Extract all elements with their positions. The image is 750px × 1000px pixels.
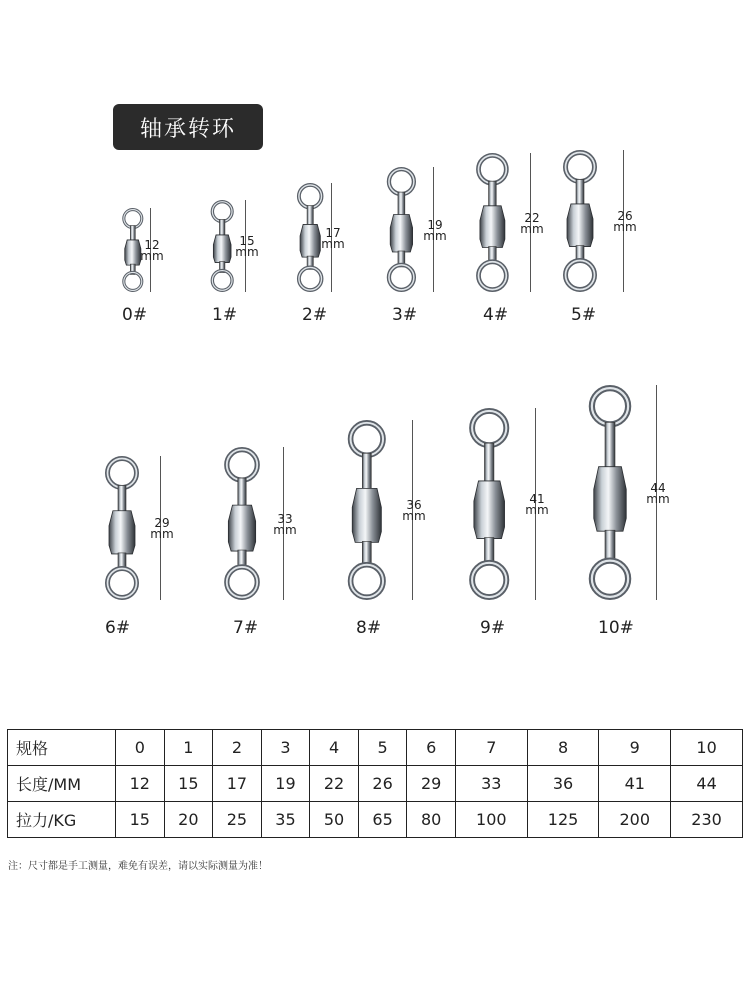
table-cell: 26 xyxy=(358,766,407,802)
table-cell: 3 xyxy=(261,730,310,766)
length-unit: mm xyxy=(520,221,544,236)
table-cell: 230 xyxy=(671,802,743,838)
length-unit: mm xyxy=(613,220,637,234)
size-label: 5# xyxy=(571,305,597,325)
length-value: 41 xyxy=(529,492,545,506)
disclaimer-note: 注：尺寸都是手工测量，难免有误差，请以实际测量为准！ xyxy=(8,861,268,872)
size-label: 2# xyxy=(302,305,328,325)
length-unit: mm xyxy=(525,503,549,517)
length-unit: mm xyxy=(402,509,426,523)
top-pin xyxy=(398,192,405,216)
table-cell: 35 xyxy=(261,802,310,838)
swivel-barrel xyxy=(390,215,412,253)
size-label: 0# xyxy=(122,305,148,325)
top-pin xyxy=(576,180,584,206)
top-pin xyxy=(484,443,493,483)
table-row xyxy=(8,802,743,838)
table-cell: 15 xyxy=(164,766,213,802)
dimension-label xyxy=(137,240,167,262)
spec-table xyxy=(7,729,743,838)
dimension-label xyxy=(318,225,348,251)
table-cell: 50 xyxy=(310,802,359,838)
length-unit: mm xyxy=(646,491,670,506)
table-cell: 17 xyxy=(213,766,262,802)
length-unit: mm xyxy=(140,249,164,263)
dimension-label xyxy=(643,480,673,506)
length-unit: mm xyxy=(423,228,447,243)
table-cell: 7 xyxy=(455,730,527,766)
length-unit: mm xyxy=(273,522,297,537)
table-cell: 5 xyxy=(358,730,407,766)
size-label: 8# xyxy=(356,618,382,638)
top-pin xyxy=(488,181,496,208)
length-value: 36 xyxy=(406,498,422,512)
length-unit: mm xyxy=(321,236,345,251)
table-cell: 20 xyxy=(164,802,213,838)
length-unit: mm xyxy=(150,527,174,541)
size-label: 9# xyxy=(480,618,506,638)
table-cell: 29 xyxy=(407,766,456,802)
size-label: 1# xyxy=(212,305,238,325)
swivel-5 xyxy=(540,150,620,292)
swivel-barrel xyxy=(567,204,593,247)
dimension-label xyxy=(522,494,552,516)
row-header: 规格 xyxy=(8,730,116,766)
top-pin xyxy=(363,453,372,490)
length-value: 22 xyxy=(524,210,540,225)
size-label: 4# xyxy=(483,305,509,325)
table-cell: 19 xyxy=(261,766,310,802)
top-pin xyxy=(131,226,136,242)
length-value: 15 xyxy=(239,234,255,248)
page-title: 轴承转环 xyxy=(139,116,236,142)
table-cell: 4 xyxy=(310,730,359,766)
length-value: 26 xyxy=(617,209,633,223)
table-cell: 1 xyxy=(164,730,213,766)
table-cell: 10 xyxy=(671,730,743,766)
dimension-label xyxy=(399,500,429,522)
swivel-barrel xyxy=(480,206,505,248)
top-pin xyxy=(605,422,615,468)
swivel-barrel xyxy=(352,488,381,542)
dimension-label xyxy=(610,211,640,233)
top-pin xyxy=(118,486,126,513)
title-badge xyxy=(113,104,263,150)
dimension-label xyxy=(420,217,450,243)
table-row xyxy=(8,766,743,802)
table-cell: 100 xyxy=(455,802,527,838)
swivel-barrel xyxy=(474,481,505,539)
table-cell: 9 xyxy=(599,730,671,766)
swivel-barrel xyxy=(213,235,231,263)
length-value: 29 xyxy=(154,516,170,530)
table-cell: 0 xyxy=(116,730,165,766)
table-row xyxy=(8,730,743,766)
size-label: 10# xyxy=(598,618,634,638)
length-value: 12 xyxy=(144,238,160,252)
row-header: 长度/MM xyxy=(8,766,116,802)
swivel-barrel xyxy=(228,505,255,551)
table-cell: 200 xyxy=(599,802,671,838)
length-value: 17 xyxy=(325,225,341,240)
table-cell: 25 xyxy=(213,802,262,838)
table-cell: 22 xyxy=(310,766,359,802)
row-header: 拉力/KG xyxy=(8,802,116,838)
length-value: 33 xyxy=(277,511,293,526)
top-pin xyxy=(238,478,246,507)
length-unit: mm xyxy=(235,245,259,259)
dimension-label xyxy=(270,511,300,537)
size-label: 7# xyxy=(233,618,259,638)
table-cell: 6 xyxy=(407,730,456,766)
table-cell: 44 xyxy=(671,766,743,802)
table-cell: 2 xyxy=(213,730,262,766)
dimension-label xyxy=(232,236,262,258)
size-label: 6# xyxy=(105,618,131,638)
swivel-barrel xyxy=(109,511,135,554)
size-label: 3# xyxy=(392,305,418,325)
table-cell: 80 xyxy=(407,802,456,838)
dimension-label xyxy=(147,518,177,540)
swivel-barrel xyxy=(594,467,627,532)
table-cell: 12 xyxy=(116,766,165,802)
table-cell: 65 xyxy=(358,802,407,838)
table-cell: 125 xyxy=(527,802,599,838)
swivel-drawing xyxy=(540,150,620,292)
table-cell: 8 xyxy=(527,730,599,766)
top-pin xyxy=(219,219,224,237)
length-value: 44 xyxy=(650,480,666,495)
length-value: 19 xyxy=(427,217,443,232)
table-cell: 33 xyxy=(455,766,527,802)
table-cell: 15 xyxy=(116,802,165,838)
table-cell: 36 xyxy=(527,766,599,802)
top-pin xyxy=(307,206,313,227)
table-cell: 41 xyxy=(599,766,671,802)
